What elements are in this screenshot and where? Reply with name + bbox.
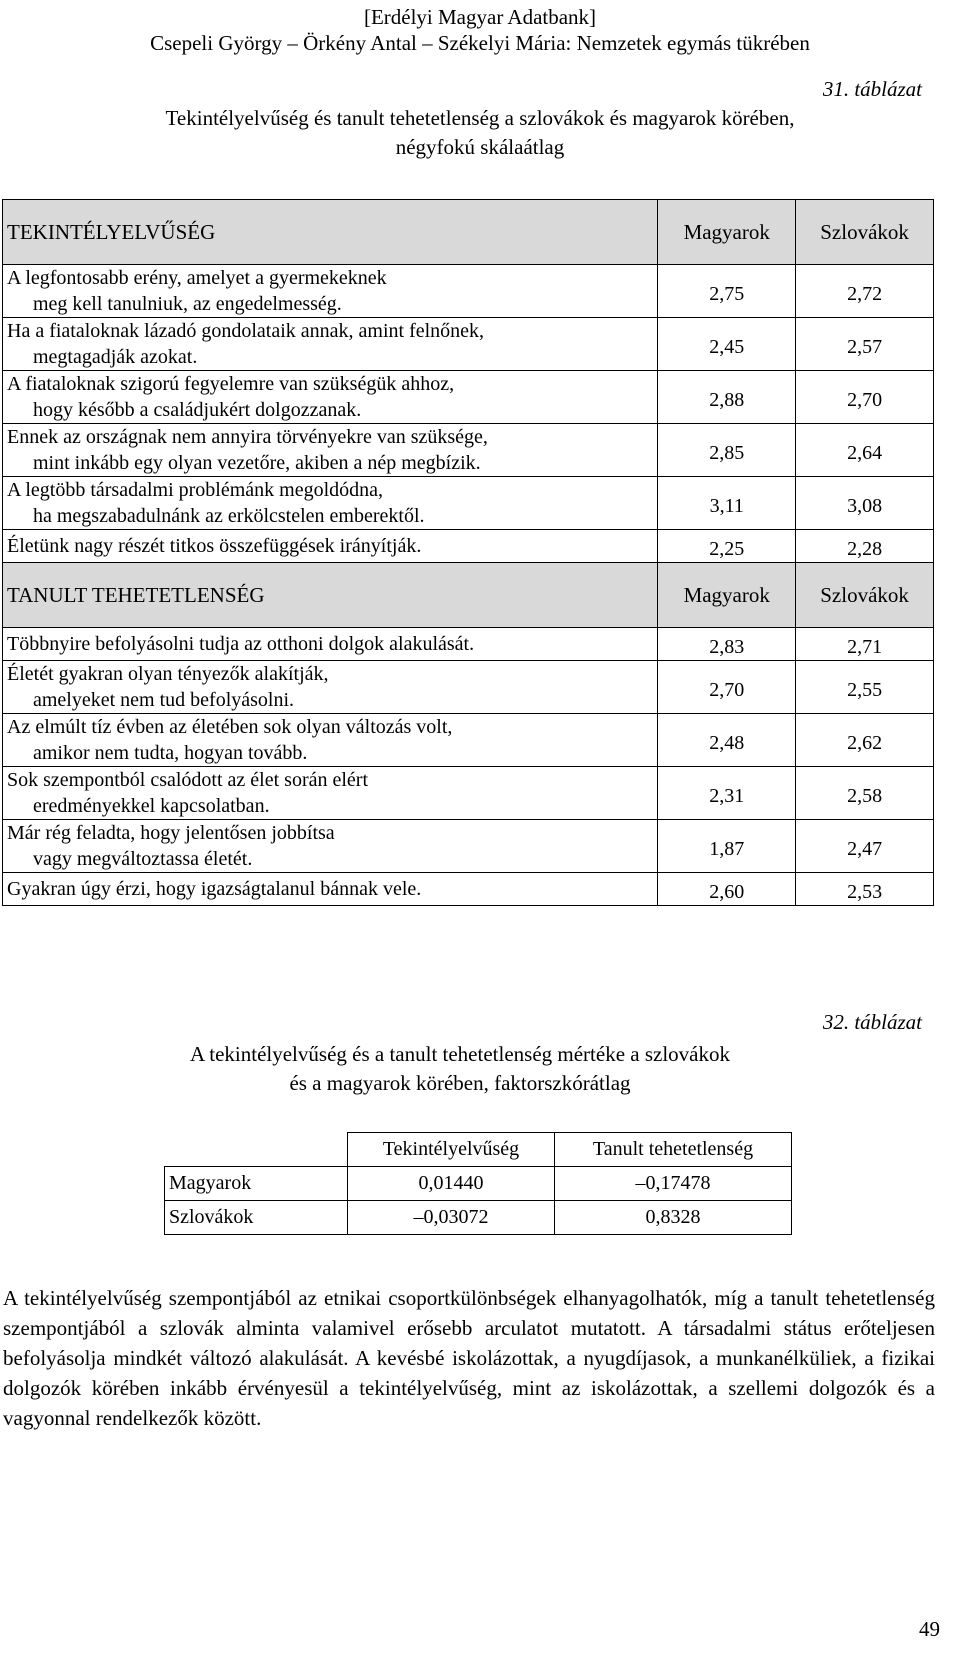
cell-value: 2,70	[658, 661, 796, 714]
row-label-line2: eredményekkel kapcsolatban.	[33, 795, 270, 817]
cell-value: 2,28	[796, 530, 934, 563]
row-label	[3, 371, 658, 424]
cell-value: –0,03072	[348, 1201, 555, 1235]
cell-value: 2,64	[796, 424, 934, 477]
table-row	[3, 820, 934, 873]
col-header: Szlovákok	[796, 563, 934, 628]
table32-header-row	[165, 1133, 792, 1167]
cell-value: 2,47	[796, 820, 934, 873]
col-header: Magyarok	[658, 563, 796, 628]
row-label	[3, 530, 658, 563]
row-label	[3, 477, 658, 530]
cell-value: 1,87	[658, 820, 796, 873]
table32-caption-line1: A tekintélyelvűség és a tanult tehetetlenség mértéke a szlovákok	[190, 1042, 730, 1066]
table31-number: 31. táblázat	[822, 77, 922, 101]
row-label-line2: mint inkább egy olyan vezetőre, akiben a nép megbízik.	[33, 452, 481, 474]
table32-number: 32. táblázat	[822, 1010, 922, 1034]
table-row	[3, 424, 934, 477]
table32-corner	[165, 1133, 348, 1167]
cell-value: 2,31	[658, 767, 796, 820]
cell-value: 3,11	[658, 477, 796, 530]
page-header	[0, 4, 960, 56]
row-label-line1: Ennek az országnak nem annyira törvényekre van szüksége,	[7, 426, 488, 448]
table31-caption-line2: négyfokú skálaátlag	[395, 135, 565, 159]
header-title: Csepeli György – Örkény Antal – Székelyi Mária: Nemzetek egymás tükrében	[150, 31, 810, 55]
row-label	[3, 265, 658, 318]
row-label	[3, 318, 658, 371]
cell-value: 2,83	[658, 628, 796, 661]
cell-value: 0,8328	[555, 1201, 792, 1235]
table-row	[165, 1167, 792, 1201]
table32-caption	[110, 1040, 810, 1098]
table31-caption	[0, 104, 960, 162]
cell-value: 3,08	[796, 477, 934, 530]
cell-value: 2,45	[658, 318, 796, 371]
row-label: Szlovákok	[165, 1201, 348, 1235]
table32-col-header: Tanult tehetetlenség	[555, 1133, 792, 1167]
group-title: TEKINTÉLYELVŰSÉG	[3, 200, 658, 265]
row-label-line2: amikor nem tudta, hogyan tovább.	[33, 742, 308, 764]
row-label-line1: Többnyire befolyásolni tudja az otthoni dolgok alakulását.	[7, 633, 475, 655]
table32-caption-line2: és a magyarok körében, faktorszkórátlag	[289, 1071, 631, 1095]
row-label-line1: Az elmúlt tíz évben az életében sok olyan változás volt,	[7, 716, 453, 738]
row-label	[3, 661, 658, 714]
table-row	[3, 477, 934, 530]
row-label	[3, 628, 658, 661]
cell-value: 2,57	[796, 318, 934, 371]
header-source: [Erdélyi Magyar Adatbank]	[363, 5, 597, 29]
cell-value: 2,88	[658, 371, 796, 424]
row-label-line2: vagy megváltoztassa életét.	[33, 848, 253, 870]
row-label-line1: Ha a fiataloknak lázadó gondolataik annak, amint felnőnek,	[7, 320, 485, 342]
row-label-line1: Életünk nagy részét titkos összefüggések irányítják.	[7, 535, 422, 557]
table-row	[3, 873, 934, 906]
cell-value: 2,58	[796, 767, 934, 820]
row-label-line2: megtagadják azokat.	[33, 346, 198, 368]
table-row	[3, 767, 934, 820]
row-label-line2: meg kell tanulniuk, az engedelmesség.	[33, 293, 342, 315]
cell-value: 2,70	[796, 371, 934, 424]
row-label-line1: A legtöbb társadalmi problémánk megoldódna,	[7, 479, 384, 501]
table-row	[3, 714, 934, 767]
table31-caption-line1: Tekintélyelvűség és tanult tehetetlenség a szlovákok és magyarok körében,	[165, 106, 795, 130]
cell-value: 2,85	[658, 424, 796, 477]
row-label-line2: hogy később a családjukért dolgozzanak.	[33, 399, 362, 421]
row-label-line2: amelyeket nem tud befolyásolni.	[33, 689, 295, 711]
table-row	[3, 661, 934, 714]
cell-value: 2,53	[796, 873, 934, 906]
cell-value: 2,25	[658, 530, 796, 563]
row-label-line1: Már rég feladta, hogy jelentősen jobbítsa	[7, 822, 335, 844]
body-paragraph: A tekintélyelvűség szempontjából az etnikai csoportkülönbségek elhanyagolhatók, míg a tanult tehetetlenség szempontjából a szlovák alminta valamivel erősebb arculatot mutatott. A társadalmi státus erőteljesen befolyásolja mindkét változó alakulását. A kevésbé iskolázottak, a nyugdíjasok, a munkanélküliek, a fizikai dolgozók körében inkább érvényesül a tekintélyelvűség, mint az iskolázottak, a szellemi dolgozók és a vagyonnal rendelkezők között.	[3, 1286, 935, 1430]
row-label-line2: ha megszabadulnánk az erkölcstelen emberektől.	[33, 505, 425, 527]
table-row	[3, 265, 934, 318]
cell-value: 2,72	[796, 265, 934, 318]
table-row	[3, 371, 934, 424]
row-label	[3, 424, 658, 477]
table32-col-header: Tekintélyelvűség	[348, 1133, 555, 1167]
group-header-row	[3, 200, 934, 265]
table-row	[165, 1201, 792, 1235]
row-label-line1: Életét gyakran olyan tényezők alakítják,	[7, 663, 329, 685]
table-row	[3, 530, 934, 563]
group-header-row	[3, 563, 934, 628]
cell-value: 2,62	[796, 714, 934, 767]
row-label	[3, 820, 658, 873]
col-header: Szlovákok	[796, 200, 934, 265]
col-header: Magyarok	[658, 200, 796, 265]
table32	[164, 1132, 792, 1235]
row-label-line1: A fiataloknak szigorú fegyelemre van szükségük ahhoz,	[7, 373, 455, 395]
row-label	[3, 714, 658, 767]
row-label-line1: Gyakran úgy érzi, hogy igazságtalanul bánnak vele.	[7, 878, 422, 900]
cell-value: 0,01440	[348, 1167, 555, 1201]
cell-value: 2,75	[658, 265, 796, 318]
table-row	[3, 318, 934, 371]
table-row	[3, 628, 934, 661]
table31	[2, 199, 934, 906]
row-label	[3, 767, 658, 820]
cell-value: –0,17478	[555, 1167, 792, 1201]
page-number: 49	[919, 1617, 940, 1641]
row-label: Magyarok	[165, 1167, 348, 1201]
cell-value: 2,48	[658, 714, 796, 767]
cell-value: 2,71	[796, 628, 934, 661]
row-label-line1: Sok szempontból csalódott az élet során elért	[7, 769, 369, 791]
row-label	[3, 873, 658, 906]
group-title: TANULT TEHETETLENSÉG	[3, 563, 658, 628]
cell-value: 2,60	[658, 873, 796, 906]
cell-value: 2,55	[796, 661, 934, 714]
row-label-line1: A legfontosabb erény, amelyet a gyermekeknek	[7, 267, 387, 289]
